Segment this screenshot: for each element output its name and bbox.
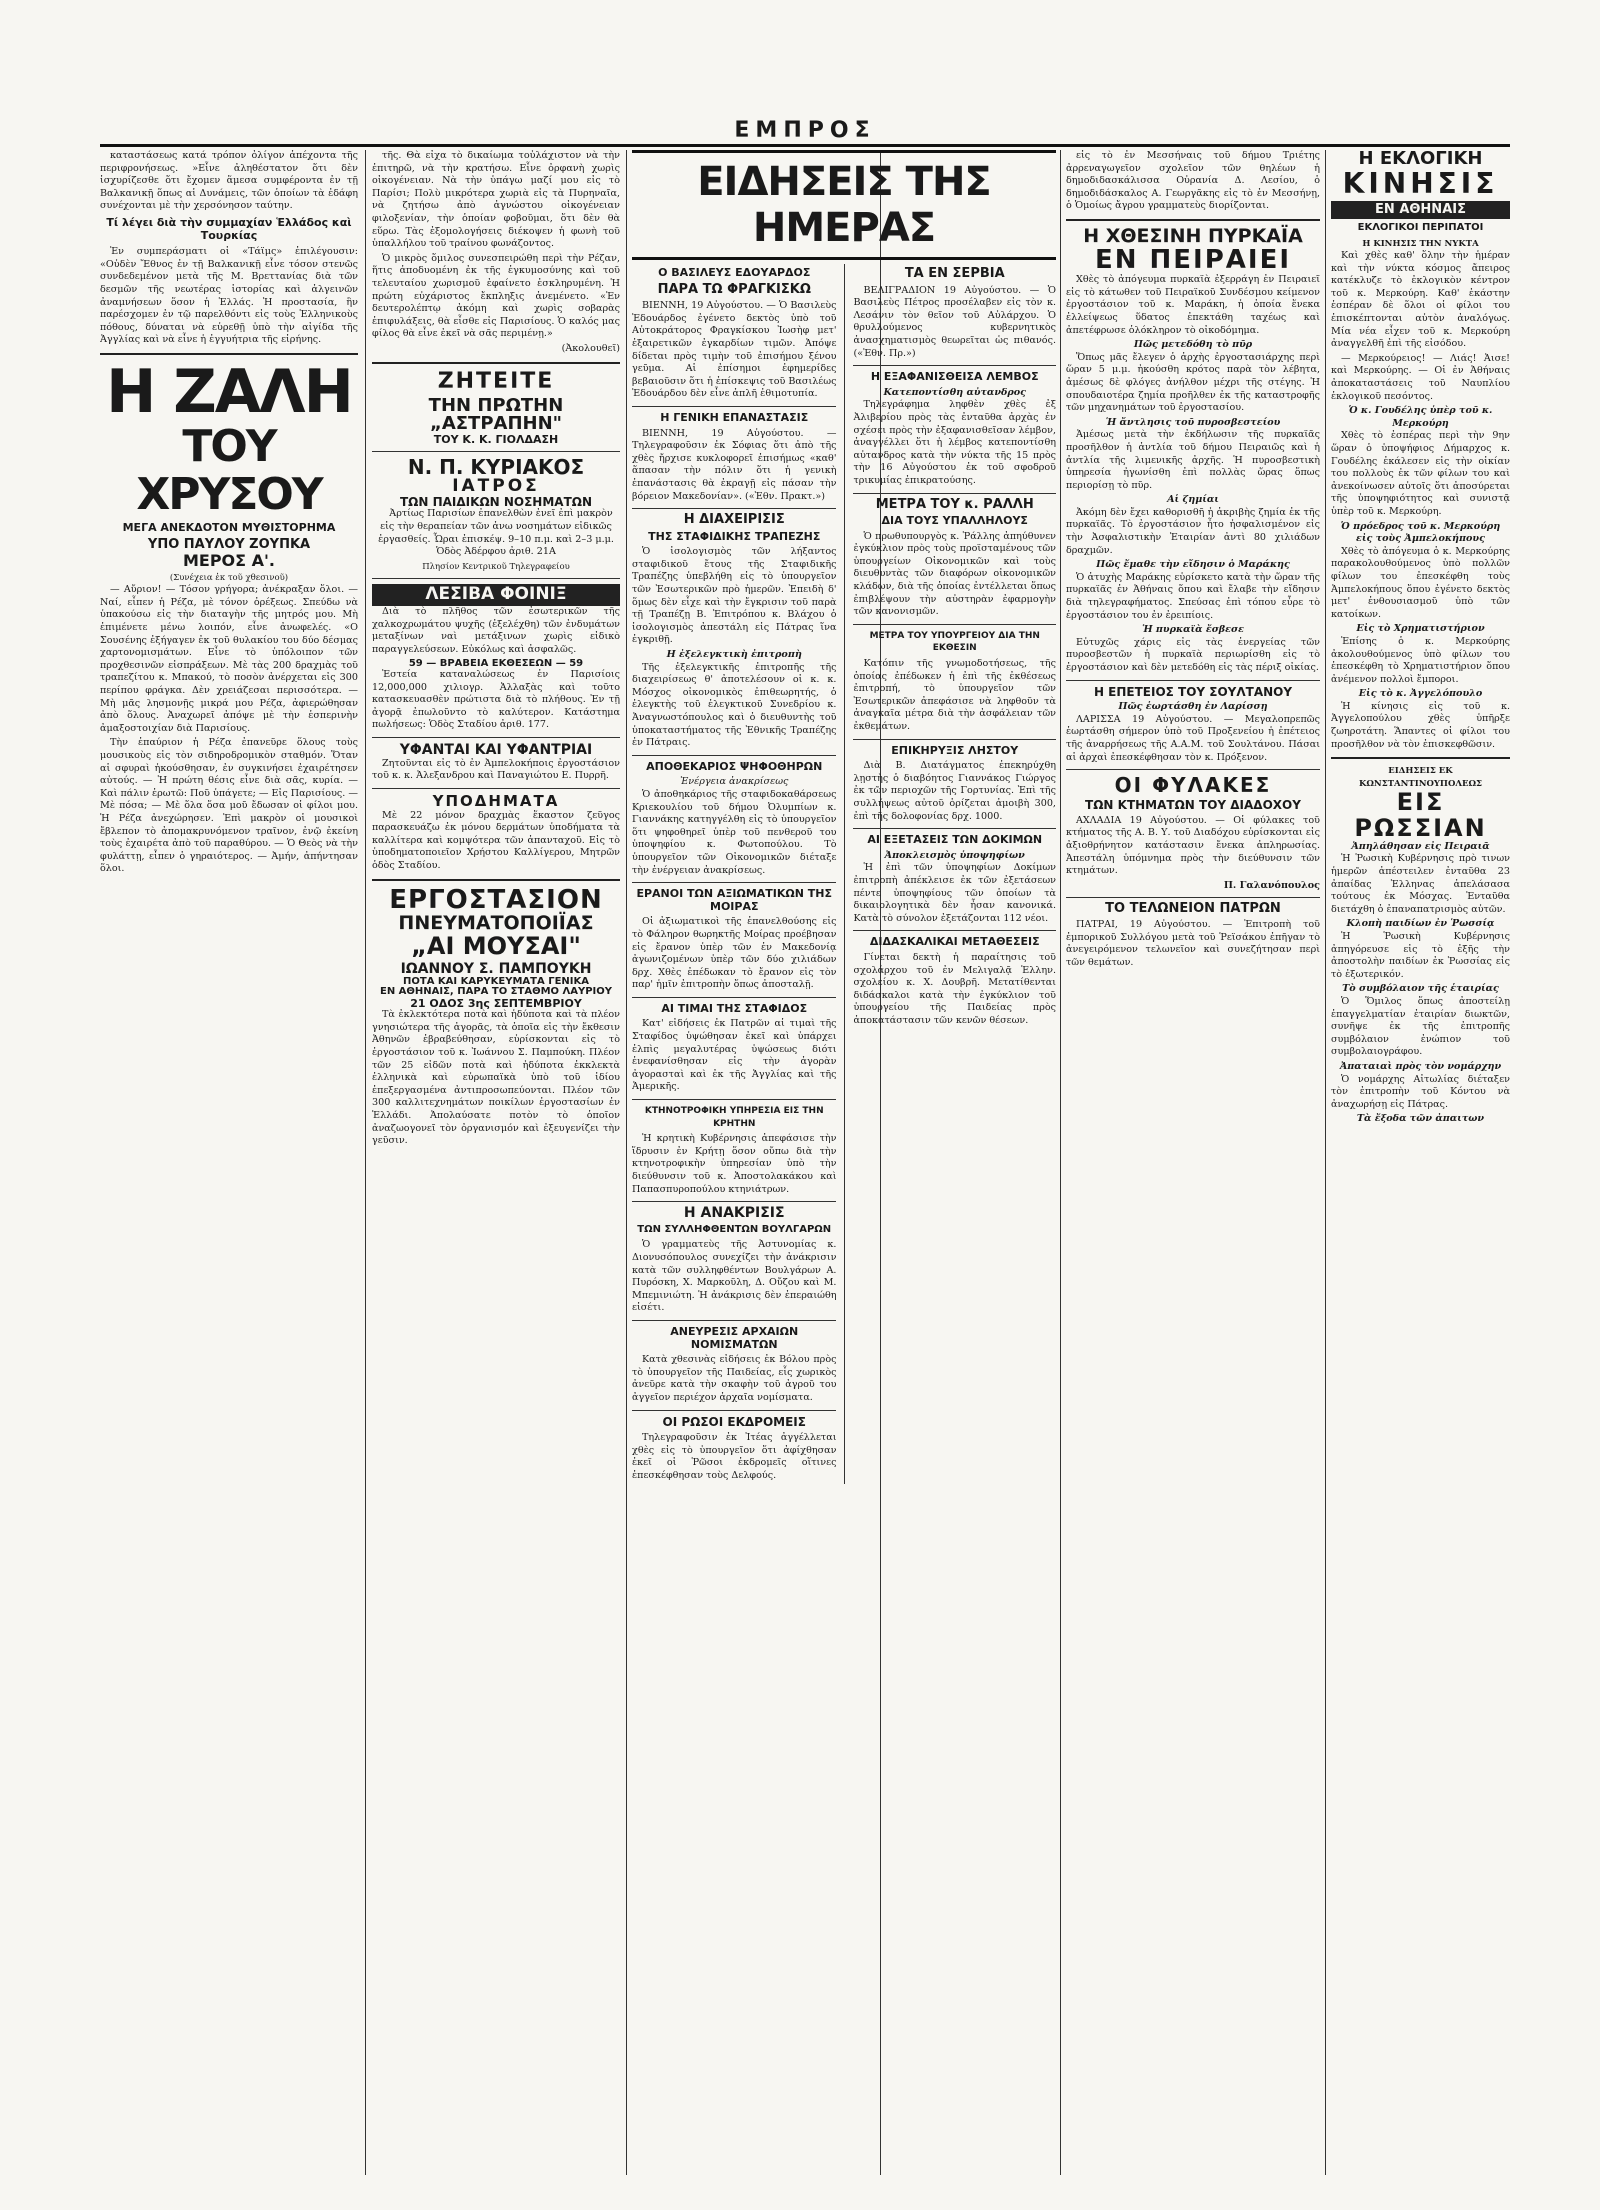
signature: Π. Γαλανόπουλος bbox=[1223, 879, 1320, 891]
serial-title: Η ΖΑΛΗ bbox=[106, 356, 352, 427]
news-text: Οἱ ἀξιωματικοὶ τῆς ἐπανελθούσης εἰς τὸ Φάληρον θωρηκτῆς Μοίρας προέβησαν εἰς ἔρανον ὑπὲρ τῶν ἐν Μακεδονίᾳ ἀγωνιζομένων ὑπὲρ τῶν δύο χιλιάδων δρχ. Χθὲς ἐπέδωκαν τὸ ἔρανον εἰς τὸν παρ' ἡμῖν ἐπιτροπὴν ὅπως ἀποσταλῇ. bbox=[632, 916, 837, 991]
article-text: Ἐν συμπεράσματι οἱ «Τάϊμς» ἐπιλέγουσιν: «Οὐδὲν Ἔθνος ἐν τῇ Βαλκανικῇ εἶνε τόσον στενῶς συνδεδεμένον μετὰ τῆς Μ. Βρεττανίας διὰ τῶν δεσμῶν τῆς νεωτέρας ἱστορίας καὶ ἀλγεινῶν ἀναμνήσεων ὅσον ἡ Ἑλλάς. Ἡ προστασία, ἣν παρέσχομεν ἐν τῷ παρελθόντι εἰς τοὺς Ἑλληνικοὺς πόθους, δύναται νὰ εὑρεθῇ ὑπὸ τὴν αἰγίδα τῆς Ἀγγλίας καὶ νὰ εἶνε ἡ ἐγγυήτρια τῆς εἰρήνης. bbox=[100, 246, 358, 346]
divider bbox=[100, 353, 358, 355]
news-text: Γίνεται δεκτὴ ἡ παραίτησις τοῦ σχολάρχου τοῦ ἐν Μελιγαλᾷ Ἑλλην. σχολείου κ. Χ. Δουβρῆ. Μετατίθενται διδάσκαλοι κατὰ τὴν ἐγκύκλιον τοῦ ὑπουργείου τῆς Παιδείας πρὸς ἀποκατάστασιν τῶν κενῶν θέσεων. bbox=[853, 951, 1056, 1026]
news-subcolumn-right bbox=[853, 264, 1056, 1484]
news-heading: ΔΙΔΑΣΚΑΛΙΚΑΙ ΜΕΤΑΘΕΣΕΙΣ bbox=[869, 935, 1040, 949]
article-subheading: Πῶς μετεδόθη τὸ πῦρ bbox=[1133, 339, 1253, 351]
serial-author: ΥΠΟ ΠΑΥΛΟΥ ΖΟΥΠΚΑ bbox=[147, 536, 311, 552]
news-subheading: Ἐνέργεια ἀνακρίσεως bbox=[680, 776, 789, 788]
news-text: Ἡ ἐπὶ τῶν ὑποψηφίων Δοκίμων ἐπιτροπὴ ἀπέκλεισε ἐκ τῶν ἐξετάσεων πέντε ὑποψηφίους τῶν ὁποίων τὰ δικαιολογητικὰ δὲν ἦσαν κανονικά. Κατὰ τὸ σύνολον ἐξετάζονται 112 νέοι. bbox=[853, 862, 1056, 924]
article-subheading: Ἡ ἄντλησις τοῦ πυροσβεστείου bbox=[1105, 416, 1281, 428]
divider bbox=[632, 1099, 836, 1100]
news-text: Ὁ ἀποθηκάριος τῆς σταφιδοκαθάρσεως Κριεκουλίου τοῦ δήμου Ὀλυμπίων κ. Γιαννάκης κατηγγέλθη εἰς τὸ ὑπουργεῖον ὅτι ψηφοθηρεῖ ὑπὲρ τοῦ πενθεροῦ του ὑποψηφίου κ. Φωτοπούλου. Τὸ ὑπουργεῖον τῶν Οἰκονομικῶν διέταξε τὴν ἐνέργειαν ἀνακρίσεως. bbox=[632, 788, 837, 876]
divider bbox=[632, 882, 836, 883]
news-heading: ΕΡΑΝΟΙ ΤΩΝ ΑΞΙΩΜΑΤΙΚΩΝ ΤΗΣ ΜΟΙΡΑΣ bbox=[636, 887, 833, 913]
article-text: Ὁ μικρὸς ὅμιλος συνεσπειρώθη περὶ τὴν Ρέζαν, ἥτις ἀποδυομένη ἐκ τῆς ἐγκυμοσύνης καὶ τοῦ τελευταίου χωρισμοῦ ἐφαίνετο ἐσκληρυμένη. Ἡ πρώτη εὐχάριστος ἔκπληξις ἀνεμένετο. «Ἐν δευτερολέπτῳ ἀκόμη καὶ χωρὶς σοβαρὰς ἐπιφυλάξεις, θὰ εἶσθε εἰς Παρισίους. Ὁ καλός μας φίλος θὰ εἶνε ἐκεῖ νὰ σᾶς περιμένῃ.» bbox=[372, 252, 620, 340]
divider bbox=[853, 365, 1056, 366]
article-text: Ἡ κίνησις εἰς τοῦ κ. Ἀγγελοπούλου χθὲς ὑπῆρξε ζωηροτάτη. Ἅπαντες οἱ φίλοι του προσῆλθον νὰ τὸν ἐπισκεφθῶσιν. bbox=[1331, 700, 1510, 750]
article-text: ΛΑΡΙΣΣΑ 19 Αὐγούστου. — Μεγαλοπρεπῶς ἑωρτάσθη σήμερον ὑπὸ τοῦ Προξενείου ἡ ἐπέτειος τῆς ἀναρρήσεως τῆς Α.Α.Μ. τοῦ Σουλτάνου. Πάσαι αἱ ἀρχαὶ ἐπεσκέφθησαν τὸν κ. Πρόξενον. bbox=[1066, 713, 1320, 763]
divider bbox=[1066, 219, 1320, 221]
article-subheading: Εἰς τὸ Χρηματιστήριον bbox=[1356, 623, 1485, 635]
divider bbox=[853, 493, 1056, 494]
article-subheading: Ἀπαταιαὶ πρὸς τὸν νομάρχην bbox=[1339, 1060, 1502, 1072]
divider bbox=[372, 879, 620, 881]
news-text: ΒΙΕΝΝΗ, 19 Αὐγούστου. — Τηλεγραφοῦσιν ἐκ Σόφιας ὅτι ἀπὸ τῆς χθὲς ἤρχισε κυκλοφορεῖ ἐπισήμως «καθ' ἅπασαν τὴν πόλιν ὅτι ἡ γενικὴ ἐπανάστασις θὰ ἐκραγῇ εἰς πάσαν τὴν βόρειον Μακεδονίαν». («Ἐθν. Πρακτ.») bbox=[632, 427, 837, 502]
article-heading: ΕΝ ΠΕΙΡΑΙΕΙ bbox=[1094, 244, 1292, 275]
divider bbox=[632, 1201, 836, 1202]
news-heading: Ο ΒΑΣΙΛΕΥΣ ΕΔΟΥΑΡΔΟΣ bbox=[658, 266, 811, 279]
divider bbox=[1066, 680, 1320, 681]
ad-heading: ΛΕΣΙΒΑ ΦΟΙΝΙΞ bbox=[372, 584, 620, 606]
article-text: Ἐπίσης ὁ κ. Μερκούρης ἀκολουθούμενος ὑπὸ φίλων του ἐπεσκέφθη τὸ Χρηματιστήριον ὅπου ἀνέμενον πολλοὶ ἔμποροι. bbox=[1331, 635, 1510, 685]
news-heading: ΚΤΗΝΟΤΡΟΦΙΚΗ ΥΠΗΡΕΣΙΑ ΕΙΣ ΤΗΝ ΚΡΗΤΗΝ bbox=[644, 1106, 824, 1129]
factory-brand: „ΑΙ ΜΟΥΣΑΙ" bbox=[411, 931, 581, 960]
column-2 bbox=[372, 150, 620, 2175]
article-heading: Τί λέγει διὰ τὴν συμμαχίαν Ἑλλάδος καὶ Τουρκίας bbox=[106, 215, 352, 242]
article-subheading: Ἀπηλάθησαν εἰς Πειραιᾶ bbox=[1351, 840, 1490, 852]
section-title: Η ΕΚΛΟΓΙΚΗ bbox=[1358, 150, 1483, 169]
doctor-title: ΙΑΤΡΟΣ bbox=[452, 475, 540, 496]
column-1 bbox=[100, 150, 358, 2175]
news-heading: ΔΙΑ ΤΟΥΣ ΥΠΑΛΛΗΛΟΥΣ bbox=[881, 514, 1028, 528]
doctor-name: Ν. Π. ΚΥΡΙΑΚΟΣ bbox=[407, 454, 585, 479]
article-subheading: Τὰ ἔξοδα τῶν ἀπαιτων bbox=[1356, 1113, 1485, 1125]
news-heading: Η ΔΙΑΧΕΙΡΙΣΙΣ bbox=[683, 512, 785, 528]
column-rule bbox=[1060, 150, 1061, 2175]
divider bbox=[372, 737, 620, 738]
news-heading: ΑΝΕΥΡΕΣΙΣ ΑΡΧΑΙΩΝ ΝΟΜΙΣΜΑΤΩΝ bbox=[670, 1324, 799, 1351]
article-text: Ἀκόμη δὲν ἔχει καθορισθῆ ἡ ἀκριβὴς ζημία ἐκ τῆς πυρκαϊᾶς. Τὸ ἐργοστάσιον ἦτο ἠσφαλισμένον εἰς τὴν Ἀσφαλιστικὴν Ἑταιρίαν ἀντὶ 80 χιλιάδων δραχμῶν. bbox=[1066, 506, 1320, 556]
news-heading: ΜΕΤΡΑ ΤΟΥ ΥΠΟΥΡΓΕΙΟΥ ΔΙΑ ΤΗΝ ΕΚΘΕΣΙΝ bbox=[869, 630, 1040, 654]
news-text: Ἡ κρητικὴ Κυβέρνησις ἀπεφάσισε τὴν ἵδρυσιν ἐν Κρήτῃ ὅσον οὔπω διὰ τὴν κτηνοτροφικὴν ὑπηρεσίαν ὑπὸ τὴν διεύθυνσιν τοῦ κ. Ἀποστολακάκου καὶ Παπασπυροπούλου κτηνιάτρων. bbox=[632, 1133, 837, 1195]
divider bbox=[632, 1410, 836, 1411]
serial-continued: (Συνέχεια ἐκ τοῦ χθεσινοῦ) bbox=[169, 572, 289, 583]
article-text: Ἡ Ῥωσικὴ Κυβέρνησις ἀπηγόρευσε εἰς τὸ ἐξῆς τὴν ἀποστολὴν παιδίων ἐκ Ῥωσσίας εἰς τὸ ἐξωτερικόν. bbox=[1331, 930, 1510, 980]
section-subtitle: Η ΚΙΝΗΣΙΣ ΤΗΝ ΝΥΚΤΑ bbox=[1362, 238, 1479, 249]
article-text: ΠΑΤΡΑΙ, 19 Αὐγούστου. — Ἐπιτροπὴ τοῦ ἐμπορικοῦ Συλλόγου μετὰ τοῦ Ῥεϊσάκου ἐπῆγαν τὸ ἀνεγειρόμενον τελωνεῖον καὶ συνεζήτησαν περὶ τῶν θεμάτων. bbox=[1066, 918, 1320, 968]
article-text: — Αὔριον! — Τόσον γρήγορα; ἀνέκραξαν ὅλοι. — Ναί, εἶπεν ἡ Ρέζα, μὲ τόνον ὀρέξεως. Σπεύδω νὰ ὑπακούσω εἰς τὴν διαταγὴν τῆς μητρός μου. Μὴ ἐπιμένετε μένω λοιπόν, εἶνε ἀνωφελές. «Ο Σουσένης ἐξήγαγεν ἐκ τοῦ θυλακίου του δύο δέσμας χαρτονομισμάτων. Εἶνε τὸ ὑπόλοιπον τῶν προχθεσινῶν εἰσπράξεων. Μὲ τὰς 200 δραχμὰς τοῦ τραπεζίτου κ. Μπακού, τὸ ποσὸν ἀνέρχεται εἰς 300 περίπου φράγκα. Δὲν χρειάζεσαι περισσότερα. — Μὴ μᾶς λησμονῇς μικρά μου Ρέζα, ἀφιερώθησαν ἀπὸ ὅλους. Ἀναχωρεῖ ἀπόψε μὲ τὴν ἑσπερινὴν ἀμαξοστοιχίαν διὰ Παρισίους. bbox=[100, 584, 358, 734]
section-subtitle: ΕΚΛΟΓΙΚΟΙ ΠΕΡΙΠΑΤΟΙ bbox=[1357, 221, 1484, 233]
column-5 bbox=[1331, 150, 1510, 2175]
article-subheading: Τὸ συμβόλαιον τῆς ἑταιρίας bbox=[1342, 983, 1499, 995]
ad-heading: ΥΠΟΔΗΜΑΤΑ bbox=[432, 791, 560, 810]
article-subheading: Εἰς τὸ κ. Ἀγγελόπουλο bbox=[1358, 688, 1483, 700]
article-text: Καὶ χθὲς καθ' ὅλην τὴν ἡμέραν καὶ τὴν νύκτα κόσμος ἄπειρος κατέκλυζε τὸ ἐκλογικὸν κέντρον τοῦ κ. Μερκούρη. Καθ' ἑκάστην ἑσπέραν δὲ ὅλοι οἱ φίλοι του ἐπισκέπτονται αὐτὸν ἀναλόγως. Μία νέα εἶχεν τοῦ κ. Μερκούρη ἀναγγελθῆ ἐπὶ τῆς εἰσόδου. bbox=[1331, 250, 1510, 350]
news-text: Διὰ Β. Διατάγματος ἐπεκηρύχθη λῃστὴς ὁ διαβόητος Γιαννάκος Γιώργος ἐκ τῶν περιοχῶν τῆς Γορτυνίας. Ἐπὶ τῆς συλλήψεως αὐτοῦ ὁρίζεται ἀμοιβὴ 300, ἐπὶ τῆς δολοφονίας δρχ. 1000. bbox=[853, 760, 1056, 822]
column-rule bbox=[626, 150, 627, 2175]
ad-title: ΤΗΝ ΠΡΩΤΗΝ „ΑΣΤΡΑΠΗΝ" bbox=[428, 394, 564, 435]
news-heading: ΠΑΡΑ ΤΩ ΦΡΑΓΚΙΣΚΩ bbox=[657, 281, 811, 297]
news-text: Τῆς ἐξελεγκτικῆς ἐπιτροπῆς τῆς διαχειρίσεως θ' ἀποτελέσουν οἱ κ. κ. Μόσχος οἰκονομικὸς ἐπιθεωρητής, ὁ ἐλεγκτὴς τοῦ ἐλεγκτικοῦ Συνεδρίου κ. Ἀναγνωστόπουλος καὶ ὁ διευθυντὴς τοῦ ὑποκαταστήματος τῆς Ἐθνικῆς Τραπέζης ἐν Πάτραις. bbox=[632, 661, 837, 749]
article-text: ΑΧΛΑΔΙΑ 19 Αὐγούστου. — Οἱ φύλακες τοῦ κτήματος τῆς Α. Β. Υ. τοῦ Διαδόχου εὑρίσκονται εἰς ἀξιοθρήνητον κατάστασιν ἔνεκα ἀπληρωσίας. Ἀπεστάλη ὑπόμνημα πρὸς τὴν διεύθυνσιν τῶν κτημάτων. bbox=[1066, 814, 1320, 877]
article-subheading: Πῶς ἑωρτάσθη ἐν Λαρίσσῃ bbox=[1118, 701, 1268, 713]
ad-text: Ἐστεία καταναλώσεως ἐν Παρισίοις 12,000,000 χιλιογρ. Ἀλλαξὰς καὶ τοῦτο κατασκευασθὲν πρώτιστα διὰ τὸ πλήθους. Ἐν τῇ ἀγορᾷ ἐπωλοῦντο τὸ καλύτερον. Κατάστημα πωλήσεως: Ὁδὸς Σταδίου ἀριθ. 177. bbox=[372, 669, 620, 731]
divider bbox=[372, 788, 620, 789]
news-heading: ΤΗΣ ΣΤΑΦΙΔΙΚΗΣ ΤΡΑΠΕΖΗΣ bbox=[648, 529, 821, 543]
article-text: Χθὲς τὸ ἀπόγευμα πυρκαϊὰ ἐξερράγη ἐν Πειραιεῖ εἰς τὸ κάτωθεν τοῦ Πειραϊκοῦ Συνδέσμου κείμενον ἐργοστάσιον τοῦ κ. Μαράκη, ἡ ὁποία ἕνεκα ἐλλείψεως ὕδατος ἐπεκτάθη ταχέως καὶ ἀπετέφρωσε ὁλόκληρον τὸ οἰκοδόμημα. bbox=[1066, 274, 1320, 336]
news-text: Ὁ γραμματεὺς τῆς Ἀστυνομίας κ. Διονυσόπουλος συνεχίζει τὴν ἀνάκρισιν κατὰ τῶν συλληφθέντων Βουλγάρων Α. Πυρόσκη, Χ. Μαρκοῦλη, Δ. Οὔζου καὶ Μ. Μπεμινιώτη. Ἡ ἀνάκρισις δὲν ἐπεραιώθη εἰσέτι. bbox=[632, 1239, 837, 1314]
newspaper-name: ΕΜΠΡΟΣ bbox=[734, 118, 876, 143]
article-text: Εὐτυχῶς χάρις εἰς τὰς ἐνεργείας τῶν πυροσβεστῶν ἡ πυρκαϊὰ περιωρίσθη εἰς τὸ ἐργοστάσιον καὶ δὲν μετεδόθη εἰς τὰς πέριξ οἰκίας. bbox=[1066, 636, 1320, 674]
divider bbox=[1331, 757, 1510, 759]
news-text: Κατὰ χθεσινὰς εἰδήσεις ἐκ Βόλου πρὸς τὸ ὑπουργεῖον τῆς Παιδείας, εἷς χωρικὸς ἀνεῦρε κατὰ τὴν σκαφὴν τοῦ ἀγροῦ του ἀγγεῖον περιέχον ἀρχαῖα νομίσματα. bbox=[632, 1354, 837, 1403]
article-text: Ἀμέσως μετὰ τὴν ἐκδήλωσιν τῆς πυρκαϊᾶς προσῆλθον ἡ ἀντλία τοῦ δήμου Πειραιῶς καὶ ἡ ἀντλία τῆς λιμενικῆς ἀρχῆς. Ἡ πυροσβεστικὴ ὑπηρεσία ἠγωνίσθη ἐπὶ πολλὰς ὥρας ὅπως περιορίσῃ τὸ πῦρ. bbox=[1066, 429, 1320, 491]
ad-text: Ἀρτίως Παρισίων ἐπανελθὼν ἐνεῖ ἐπὶ μακρὸν εἰς τὴν θεραπείαν τῶν ἀνω νοσημάτων εἰδικῶς ἐργασθείς. Ὧραι ἐπισκέψ. 9–10 π.μ. καὶ 2–3 μ.μ. Ὁδὸς Ἀδέρφου ἀριθ. 21Α bbox=[378, 508, 614, 558]
article-subheading: Κλοπὴ παιδίων ἐν Ῥωσσίᾳ bbox=[1346, 918, 1495, 930]
column-rule bbox=[365, 150, 366, 2175]
article-text: — Μερκούρειος! — Λιάς! Ἀισε! καὶ Μερκούρης. — Οἱ ἐν Ἀθήναις ἀποκαταστάσεις τοῦ Ναυπλίου ἐκλογικοῦ πεσόντος. bbox=[1331, 352, 1510, 402]
divider bbox=[853, 828, 1056, 829]
ad-awards: 59 — ΒΡΑΒΕΙΑ ΕΚΘΕΣΕΩΝ — 59 bbox=[408, 657, 584, 669]
article-heading: ΤΟ ΤΕΛΩΝΕΙΟΝ ΠΑΤΡΩΝ bbox=[1105, 901, 1281, 917]
ad-heading: ΖΗΤΕΙΤΕ bbox=[437, 368, 555, 394]
article-heading: Η ΧΘΕΣΙΝΗ ΠΥΡΚΑΪΑ bbox=[1083, 224, 1303, 247]
news-heading: ΑΙ ΕΞΕΤΑΣΕΙΣ ΤΩΝ ΔΟΚΙΜΩΝ bbox=[867, 833, 1043, 847]
section-title: ΕΙΔΗΣΕΙΣ ΤΗΣ ΗΜΕΡΑΣ bbox=[632, 150, 1056, 260]
divider bbox=[372, 362, 620, 364]
news-heading: ΑΙ ΤΙΜΑΙ ΤΗΣ ΣΤΑΦΙΔΟΣ bbox=[661, 1001, 808, 1015]
news-heading: ΤΑ ΕΝ ΣΕΡΒΙΑ bbox=[904, 266, 1005, 281]
factory-owner: ΙΩΑΝΝΟΥ Σ. ΠΑΜΠΟΥΚΗ bbox=[400, 961, 592, 978]
ad-address: Πλησίον Κεντρικοῦ Τηλεγραφείου bbox=[422, 561, 570, 572]
article-text: Ὁ Ὅμιλος ὅπως ἀποστείλῃ ἐπαγγελματίαν ἐταιρίαν διωκτῶν, συνῆψε ἐκ τῆς ἐπιτροπῆς συμβόλαιον ἐνώπιον τοῦ συμβολαιογράφου. bbox=[1331, 995, 1510, 1058]
article-subheading: Πῶς ἔμαθε τὴν εἴδησιν ὁ Μαράκης bbox=[1096, 559, 1290, 571]
news-text: ΒΕΛΙΓΡΑΔΙΟΝ 19 Αὐγούστου. — Ὁ Βασιλεὺς Πέτρος προσέλαβεν εἰς τὸν κ. Λεσάνιν τὸν θεῖον τοῦ Αὐλάρχου. Ὁ θρυλλούμενος κυβερνητικὸς ἀνασχηματισμὸς θεωρεῖται ὡς πιθανός. («Ἐθν. Πρ.») bbox=[853, 284, 1056, 359]
article-text: Τὴν ἐπαύριον ἡ Ρέζα ἐπανεῦρε ὅλους τοὺς μουσικοὺς εἰς τὸν σιδηροδρομικὸν σταθμόν. Ὅταν αἱ σφυραὶ ἠκούσθησαν, ἐν συγκινήσει ἐχαιρέτησεν αὐτούς. — Ἡ πρώτη θέσις εἶνε διὰ σᾶς, κυρία. — Καὶ πάλιν ἐρωτῶ: Ποῦ ὑπάγετε; — Εἰς Παρισίους. — Μὲ πόσα; — Μὲ ὅλα ὅσα μοῦ ἔδωσαν οἱ φίλοι μου. Ἡ Ρέζα ἀνεχώρησεν. Ἐπὶ μακρὸν οἱ μουσικοὶ ἔβλεπον τὸ ἀπομακρυνόμενον τραῖνον, ἐνῷ ἐκείνη τοὺς ἐχαιρέτα ἀπὸ τοῦ παραθύρου. — Ὁ Θεὸς νὰ τὴν φυλάττῃ, εἶπεν ὁ γηραιότερος. — Ἀμήν, ἀπήντησαν ὅλοι. bbox=[100, 737, 358, 875]
news-heading: ΕΠΙΚΗΡΥΞΙΣ ΛΗΣΤΟΥ bbox=[891, 743, 1019, 757]
factory-title: ΕΡΓΟΣΤΑΣΙΟΝ bbox=[389, 884, 603, 915]
news-subcolumn-left bbox=[632, 264, 836, 1484]
masthead bbox=[100, 118, 1510, 147]
news-text: Ὁ ἰσολογισμὸς τῶν λήξαντος σταφιδικοῦ ἔτους τῆς Σταφιδικῆς Τραπέζης ὑπεβλήθη εἰς τὸ ὑπουργεῖον τῶν Ἐσωτερικῶν πρὸ ἡμερῶν. Ἐπειδὴ δ' ὅμως δὲν εἶχε καὶ τὴν ἔγκρισιν τοῦ παρὰ τῇ Τραπέζῃ Β. Ἐπιτρόπου κ. Βλάχου ὁ ἰσολογισμὸς ἀπεστάλη εἰς Πάτρας ἵνα ἐγκριθῇ. bbox=[632, 546, 837, 646]
article-heading: ΟΙ ΦΥΛΑΚΕΣ bbox=[1114, 773, 1272, 798]
divider bbox=[632, 997, 836, 998]
ad-subtitle: ΤΟΥ Κ. Κ. ΓΙΟΛΔΑΣΗ bbox=[433, 433, 559, 447]
news-subheading: Κατεποντίσθη αὐτανδρος bbox=[883, 386, 1026, 398]
divider bbox=[1066, 897, 1320, 898]
divider bbox=[632, 755, 836, 756]
article-subheading: Ὁ κ. Γουδέλης ὑπὲρ τοῦ κ. Μερκούρη bbox=[1348, 405, 1493, 429]
news-subheading: Η ἐξελεγκτικὴ ἐπιτροπὴ bbox=[666, 649, 802, 661]
news-heading: ΤΩΝ ΣΥΛΛΗΦΘΕΝΤΩΝ ΒΟΥΛΓΑΡΩΝ bbox=[637, 1223, 832, 1235]
divider bbox=[1066, 769, 1320, 770]
factory-address: 21 ΟΔΟΣ 3ης ΣΕΠΤΕΜΒΡΙΟΥ bbox=[410, 996, 582, 1010]
divider bbox=[632, 1320, 836, 1321]
article-text: Ὁ νομάρχης Αἰτωλίας διέταξεν τὸν ἐπιτροπὴν τοῦ Κόντου νὰ ἀναχωρήσῃ εἰς Πάτρας. bbox=[1331, 1073, 1510, 1110]
factory-location: ΕΝ ΑΘΗΝΑΙΣ, ΠΑΡΑ ΤΟ ΣΤΑΘΜΟ ΛΑΥΡΙΟΥ bbox=[379, 986, 613, 998]
divider bbox=[853, 739, 1056, 740]
article-heading: ΤΩΝ ΚΤΗΜΑΤΩΝ ΤΟΥ ΔΙΑΔΟΧΟΥ bbox=[1085, 798, 1301, 813]
factory-products: ΠΟΤΑ ΚΑΙ ΚΑΡΥΚΕΥΜΑΤΑ ΓΕΝΙΚΑ bbox=[403, 975, 589, 987]
news-text: Τηλεγραφοῦσιν ἐκ Ἰτέας ἀγγέλλεται χθὲς εἰς τὸ ὑπουργεῖον ὅτι ἀφίχθησαν ἐκεῖ οἱ Ῥῶσοι ἐκδρομεῖς οἵτινες ἐπεσκέφθησαν τοὺς Δελφούς. bbox=[632, 1432, 837, 1481]
article-text: τῆς. Θὰ εἶχα τὸ δικαίωμα τοὐλάχιστον νὰ τὴν ἐπιτηρῶ, νὰ τὴν κρατήσω. Εἶνε ὀρφανὴ χωρὶς οἰκογένειαν. Νὰ τὴν ὑπάγω μαζί μου εἰς τὸ Παρίσι; Πολὺ μικρότερα χωριὰ εἰς τὰ Πυρηναῖα, νὰ ζητήσω ἀπὸ ἀγνώστου οἰκογένειαν φιλοξενίαν, τὴν ὁποίαν φοβοῦμαι, ὅτι δὲν θὰ εὕρω. Τὰς ἐξομολογήσεις διέκοψεν ἡ φωνὴ τοῦ ὑπαλλήλου τοῦ τραίνου φωνάζοντος. bbox=[372, 150, 620, 250]
divider bbox=[632, 406, 836, 407]
divider bbox=[853, 624, 1056, 625]
ad-text: Μὲ 22 μόνον δραχμὰς ἕκαστον ζεῦγος παρασκευάζω ἐκ μόνου δερμάτων ὑποδήματα τὰ καλλίτερα καὶ κομψότερα τῶν ἀπανταχοῦ. Εἰς τὸ ὑποδηματοποιεῖον Χρήστου Καλλίγερου, Μητρῶν ὁδὸς Σταδίου. bbox=[372, 809, 620, 872]
doctor-specialty: ΤΩΝ ΠΑΙΔΙΚΩΝ ΝΟΣΗΜΑΤΩΝ bbox=[399, 494, 593, 509]
news-heading: ΜΕΤΡΑ ΤΟΥ κ. ΡΑΛΛΗ bbox=[875, 496, 1034, 512]
article-text: καταστάσεως κατά τρόπον ὀλίγον ἀπέχοντα τῆς περιφρονήσεως. »Εἶνε ἀληθέστατον ὅτι δὲν ἰσχυρίζεσθε ὅτι ἔχομεν ἅμεσα συμφέροντα ἐν τῇ Βαλκανικῇ ὅπως αἱ Δυνάμεις, τῶν ὁποίων τὰ ἐδάφη συνέχονται μὲ τὴν χερσόνησον ταύτην. bbox=[100, 150, 358, 212]
news-text: ΒΙΕΝΝΗ, 19 Αὐγούστου. — Ὁ Βασιλεὺς Ἐδουάρδος ἐγένετο δεκτὸς ὑπὸ τοῦ Αὐτοκράτορος Φραγκίσκου Ἰωσὴφ μετ' ἐξαιρετικῶν ἐγκαρδίων τιμῶν. Ἀπόψε δίδεται πρὸς τιμὴν τοῦ ἐπισήμου ξένου γεῦμα. Αἱ ἐπίσημοι ἐφημερίδες βεβαιοῦσιν ὅτι ἡ ἐπίσκεψις τοῦ Βασιλέως Ἐδουάρδου δὲν εἶνε ἀπλῆ ἐθιμοτυπία. bbox=[632, 300, 837, 400]
ad-text: Ζητοῦνται εἰς τὸ ἐν Ἀμπελοκήποις ἐργοστάσιον τοῦ κ. κ. Ἀλεξανδρου καὶ Παναγιώτου Ε. Πυρρῆ. bbox=[372, 757, 620, 782]
section-heading: ΕΙΣ ΡΩΣΣΙΑΝ bbox=[1354, 788, 1487, 842]
article-heading: Η ΕΠΕΤΕΙΟΣ ΤΟΥ ΣΟΥΛΤΑΝΟΥ bbox=[1093, 684, 1293, 699]
news-text: Κατ' εἰδήσεις ἐκ Πατρῶν αἱ τιμαὶ τῆς Σταφίδος ὑψώθησαν ἐκεῖ καὶ ὑπάρχει ἐλπὶς μεγαλυτέρας ὑψώσεως διότι ἐνεφανίσθησαν εἰς τὴν ἀγορὰν ἀγορασταὶ καὶ ἐκ τῆς Ἀγγλίας καὶ τῆς Ἀμερικῆς. bbox=[632, 1018, 837, 1093]
article-text: Ὅπως μᾶς ἔλεγεν ὁ ἀρχὴς ἐργοστασιάρχης περὶ ὥραν 5 μ.μ. ἠκούσθη κρότος παρὰ τὸν λέβητα, ἀμέσως δὲ φλόγες ἀνήλθον μέχρι τῆς στέγης. Ἡ σπουδαιοτέρα ζημία προῆλθεν ἐκ τῆς καταστροφῆς τῶν μηχανημάτων τοῦ ἐργοστασίου. bbox=[1066, 351, 1320, 414]
news-text: Κατόπιν τῆς γνωμοδοτήσεως, τῆς ὁποίας ἐπέδωκεν ἡ ἐπὶ τῆς ἐκθέσεως ἐπιτροπή, τὸ ὑπουργεῖον τῶν Ἐσωτερικῶν ἀπεφάσισε νὰ ληφθοῦν τὰ ἀναγκαῖα μέτρα διὰ τὴν ἀσφάλειαν τῶν ἐκθεμάτων. bbox=[853, 658, 1056, 732]
news-subheading: Ἀποκλεισμὸς ὑποψηφίων bbox=[884, 849, 1025, 861]
divider bbox=[632, 508, 836, 509]
news-heading: ΑΠΟΘΕΚΑΡΙΟΣ ΨΗΦΟΘΗΡΩΝ bbox=[646, 759, 823, 773]
news-section bbox=[632, 150, 1056, 2175]
article-subheading: Ἡ πυρκαϊὰ ἔσβεσε bbox=[1142, 624, 1244, 636]
article-text: Ἡ Ῥωσικὴ Κυβέρνησις πρὸ τινων ἡμερῶν ἀπέστειλεν ἐνταῦθα 23 ἀπαίδας Ἑλληνας ἀπελάσασα τούτους ἐκ Μόσχας. Ἐνταῦθα διετάχθη ὁ ἐπαναπατρισμὸς αὐτῶν. bbox=[1331, 853, 1510, 915]
serial-part: ΜΕΡΟΣ Α'. bbox=[182, 551, 276, 571]
article-text: Χθὲς τὸ ἑσπέρας περὶ τὴν 9ην ὥραν ὁ ὑποψήφιος Δήμαρχος κ. Γουδέλης ἐκάλεσεν εἰς τὴν οἰκίαν του πολλοὺς ἐκ τῶν φίλων του καὶ ἀνεκοίνωσεν αὐτοῖς ὅτι ἀποσύρεται τῆς ὑποψηφιότητος καὶ συνιστᾷ ὑπὲρ τοῦ κ. Μερκούρη. bbox=[1331, 430, 1510, 517]
news-heading: ΟΙ ΡΩΣΟΙ ΕΚΔΡΟΜΕΙΣ bbox=[662, 1414, 806, 1429]
article-subheading: Ὁ πρόεδρος τοῦ κ. Μερκούρη εἰς τοὺς Ἀμπελοκήπους bbox=[1340, 520, 1501, 545]
factory-subtitle: ΠΝΕΥΜΑΤΟΠΟΙΪΑΣ bbox=[398, 911, 594, 934]
column-rule bbox=[1325, 150, 1326, 2175]
column-4 bbox=[1066, 150, 1320, 2175]
article-text: Χθὲς τὸ ἀπόγευμα ὁ κ. Μερκούρης παρακολουθούμενος ὑπὸ πολλῶν φίλων του ἐπεσκέφθη τοὺς Ἀμπελοκήπους ὅπου ἐγένετο δεκτὸς μετ' ἐνθουσιασμοῦ ὑπὸ τῶν κατοίκων. bbox=[1331, 545, 1510, 620]
news-heading: Η ΓΕΝΙΚΗ ΕΠΑΝΑΣΤΑΣΙΣ bbox=[660, 410, 809, 424]
serial-title: ΤΟΥ ΧΡΥΣΟΥ bbox=[136, 420, 322, 520]
news-heading: Η ΑΝΑΚΡΙΣΙΣ bbox=[683, 1205, 785, 1222]
article-subheading: Αἱ ζημίαι bbox=[1167, 494, 1219, 506]
news-heading: Η ΕΞΑΦΑΝΙΣΘΕΙΣΑ ΛΕΜΒΟΣ bbox=[870, 370, 1039, 384]
divider bbox=[372, 578, 620, 579]
divider bbox=[372, 451, 620, 452]
article-text: εἰς τὸ ἐν Μεσσήναις τοῦ δήμου Τριέτης ἀρρεναγωγεῖον σχολεῖον τῶν θηλέων ἡ δημοδιδασκάλισσα Οὐρανία Δ. Λεσίου, ὁ δημοδιδάσκαλος Α. Γεωργᾶκης εἰς τὸ ἐν Μεσσήνῃ, ὁ Ὁμοίως ἄγρου γραμματεὺς διορίζονται. bbox=[1066, 150, 1320, 212]
ad-text: Τὰ ἐκλεκτότερα ποτὰ καὶ ἡδύποτα καὶ τὰ πλέον γνησιώτερα τῆς ἀγορᾶς, τὰ ὁποῖα εἰς τὴν ἔκθεσιν Ἀθηνῶν ἐβραβεύθησαν, εὑρίσκονται εἰς τὸ ἐργοστάσιον τοῦ κ. Ἰωάννου Σ. Παμπούκη. Πλέον τῶν 25 εἰδῶν ποτὰ καὶ ἡδύποτα ἐκκλεκτὰ ἐλληνικὰ καὶ εὐρωπαϊκὰ ὑπὸ τοῦ ἰδίου ἐπεξεργασμένα ἀντιπροσωπεύονται. Πλέον τῶν 300 καλλιτεχνημάτων ποικίλων ἐργοστασίων ἐν Ἑλλάδι. Ἀπολαύσατε ποτὸν τὸ ὁποῖον ἀναζωογονεῖ τὸν ὀργανισμόν καὶ ἐξευγενίζει τὴν γεῦσιν. bbox=[372, 1009, 620, 1147]
section-heading: ΕΙΔΗΣΕΙΣ ΕΚ ΚΩΝΣΤΑΝΤΙΝΟΥΠΟΛΕΩΣ bbox=[1358, 766, 1483, 789]
news-text: Ὁ πρωθυπουργὸς κ. Ῥάλλης ἀπηύθυνεν ἐγκύκλιον πρὸς τοὺς προϊσταμένους τῶν ὑπουργείων Οἰκονομικῶν καὶ τοὺς διευθυντὰς τῶν διαφόρων οἰκονομικῶν κλάδων, διὰ τῆς ὁποίας ἐντέλλεται ὅπως ἐπιβλέψουν τὴν αὐστηρὰν ἐφαρμογὴν τῶν κανονισμῶν. bbox=[853, 530, 1056, 618]
news-text: Τηλεγράφημα ληφθὲν χθὲς ἐξ Ἀλιβερίου πρὸς τὰς ἐνταῦθα ἀρχὰς ἐν σχέσει πρὸς τὴν ἐξαφανισθεῖσαν λέμβον, ἀναγγέλλει ὅτι ἡ λέμβος κατεποντίσθη αὐτανδρος κατὰ τὴν νύκτα τῆς 15 πρὸς τὴν 16 Αὐγούστου ἐκ τοῦ σφοδροῦ τρικυμίας ἐπικρατούσης. bbox=[853, 399, 1056, 486]
ad-heading: ΥΦΑΝΤΑΙ ΚΑΙ ΥΦΑΝΤΡΙΑΙ bbox=[399, 742, 593, 759]
section-title: ΚΙΝΗΣΙΣ bbox=[1342, 166, 1499, 200]
section-subtitle: ΕΝ ΑΘΗΝΑΙΣ bbox=[1331, 201, 1510, 219]
article-text: Ὁ ἀτυχὴς Μαράκης εὑρίσκετο κατὰ τὴν ὥραν τῆς πυρκαϊᾶς ἐν Ἀθήναις ὅπου καὶ ἔλαβε τὴν εἴδησιν διὰ τηλεγραφήματος. Σπεύσας ἐπὶ τόπου εὗρε τὸ ἐργοστάσιον του ἐν ἐρειπίοις. bbox=[1066, 571, 1320, 621]
continued-note: (Ἀκολουθεῖ) bbox=[561, 342, 620, 354]
serial-subtitle: ΜΕΓΑ ΑΝΕΚΔΟΤΟΝ ΜΥΘΙΣΤΟΡΗΜΑ bbox=[122, 520, 336, 534]
divider bbox=[853, 930, 1056, 931]
ad-text: Διὰ τὸ πλῆθος τῶν ἐσωτερικῶν τῆς χαλκοχρωμάτου ψυχῆς (ἐξελέχθη) τῶν ἐνδυμάτων μεταξίνων ναὶ μετάξινων χωρὶς εἰδικὸ παραγγελεύσεων. Εὐκόλως καὶ ἀσφαλῶς. bbox=[372, 606, 620, 655]
column-rule bbox=[844, 264, 845, 1484]
